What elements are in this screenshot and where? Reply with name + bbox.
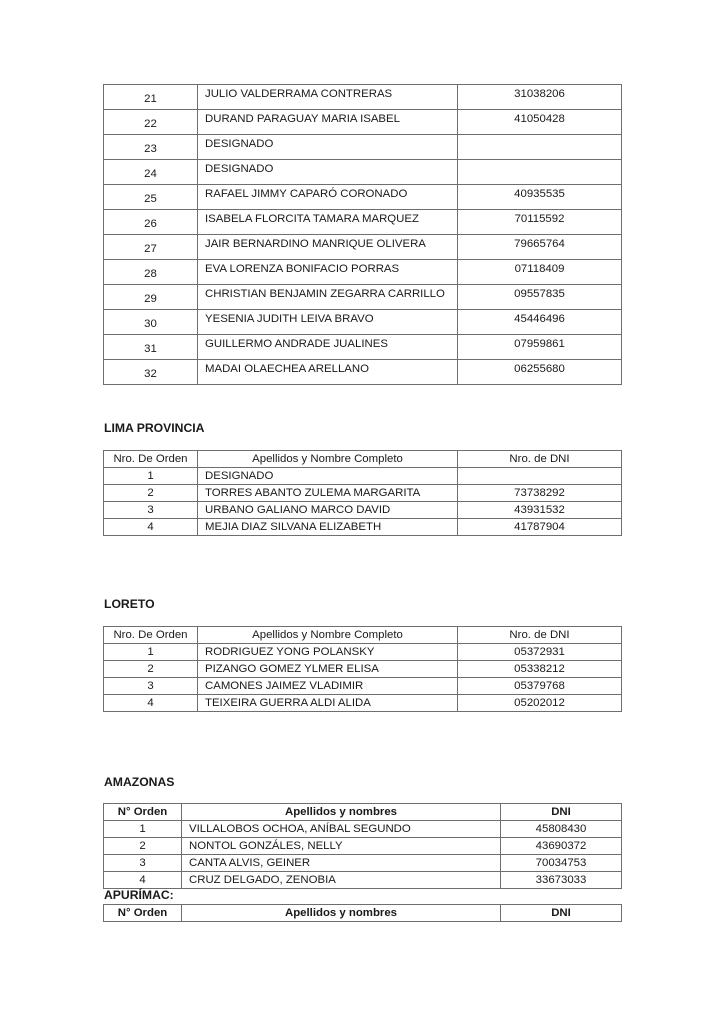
table-row [104,695,622,712]
order-number: 27 [104,235,198,260]
order-number: 26 [104,210,198,235]
order-number: 2 [104,838,182,855]
header-order-number: Nro. De Orden [104,627,198,644]
header-full-name: Apellidos y nombres [182,905,501,922]
full-name: ISABELA FLORCITA TAMARA MARQUEZ [198,210,458,235]
order-number: 28 [104,260,198,285]
table-header-row [104,627,622,644]
dni-value [458,135,622,160]
dni-value [458,160,622,185]
order-number: 1 [104,821,182,838]
dni-value: 45446496 [458,310,622,335]
order-number: 4 [104,519,198,536]
order-number: 31 [104,335,198,360]
order-number: 4 [104,872,182,889]
full-name: TEIXEIRA GUERRA ALDI ALIDA [198,695,458,712]
full-name: DURAND PARAGUAY MARIA ISABEL [198,110,458,135]
table-row [104,838,622,855]
table-header-row [104,905,622,922]
table-row [104,821,622,838]
dni-value: 73738292 [458,485,622,502]
table-row [104,310,622,335]
dni-value: 41787904 [458,519,622,536]
order-number: 23 [104,135,198,160]
dni-value: 70034753 [501,855,622,872]
table-row [104,360,622,385]
order-number: 30 [104,310,198,335]
dni-value: 05202012 [458,695,622,712]
full-name: MADAI OLAECHEA ARELLANO [198,360,458,385]
full-name: PIZANGO GOMEZ YLMER ELISA [198,661,458,678]
dni-value: 33673033 [501,872,622,889]
dni-value: 05372931 [458,644,622,661]
dni-value: 43931532 [458,502,622,519]
header-dni: DNI [501,804,622,821]
table-row [104,260,622,285]
order-number: 1 [104,644,198,661]
table-row [104,644,622,661]
full-name: RODRIGUEZ YONG POLANSKY [198,644,458,661]
dni-value: 07118409 [458,260,622,285]
dni-value: 41050428 [458,110,622,135]
table-row [104,485,622,502]
full-name: CHRISTIAN BENJAMIN ZEGARRA CARRILLO [198,285,458,310]
order-number: 2 [104,661,198,678]
full-name: RAFAEL JIMMY CAPARÓ CORONADO [198,185,458,210]
table-row [104,160,622,185]
table-header-row [104,451,622,468]
full-name: DESIGNADO [198,135,458,160]
order-number: 3 [104,678,198,695]
dni-value: 06255680 [458,360,622,385]
table-row [104,872,622,889]
dni-value: 43690372 [501,838,622,855]
full-name: NONTOL GONZÁLES, NELLY [182,838,501,855]
order-number: 21 [104,85,198,110]
full-name: YESENIA JUDITH LEIVA BRAVO [198,310,458,335]
continuation-table [103,84,622,385]
dni-value: 45808430 [501,821,622,838]
dni-value: 05338212 [458,661,622,678]
order-number: 4 [104,695,198,712]
dni-value: 70115592 [458,210,622,235]
table-row [104,135,622,160]
section-heading-apurimac: APURÍMAC: [104,888,174,902]
header-full-name: Apellidos y Nombre Completo [198,627,458,644]
order-number: 1 [104,468,198,485]
full-name: JULIO VALDERRAMA CONTRERAS [198,85,458,110]
header-order-number: N° Orden [104,804,182,821]
dni-value: 07959861 [458,335,622,360]
table-row [104,519,622,536]
full-name: GUILLERMO ANDRADE JUALINES [198,335,458,360]
dni-value [458,468,622,485]
header-order-number: Nro. De Orden [104,451,198,468]
header-dni: Nro. de DNI [458,627,622,644]
order-number: 3 [104,855,182,872]
order-number: 24 [104,160,198,185]
table-row [104,235,622,260]
full-name: DESIGNADO [198,160,458,185]
header-full-name: Apellidos y nombres [182,804,501,821]
dni-value: 09557835 [458,285,622,310]
table-row [104,210,622,235]
header-order-number: N° Orden [104,905,182,922]
header-dni: Nro. de DNI [458,451,622,468]
full-name: MEJIA DIAZ SILVANA ELIZABETH [198,519,458,536]
loreto-table [103,626,622,712]
order-number: 2 [104,485,198,502]
order-number: 25 [104,185,198,210]
table-row [104,855,622,872]
full-name: CRUZ DELGADO, ZENOBIA [182,872,501,889]
table-row [104,285,622,310]
order-number: 3 [104,502,198,519]
full-name: DESIGNADO [198,468,458,485]
order-number: 22 [104,110,198,135]
order-number: 32 [104,360,198,385]
full-name: TORRES ABANTO ZULEMA MARGARITA [198,485,458,502]
full-name: CAMONES JAIMEZ VLADIMIR [198,678,458,695]
full-name: EVA LORENZA BONIFACIO PORRAS [198,260,458,285]
section-heading-loreto: LORETO [104,597,155,611]
apurimac-table [103,904,622,922]
dni-value: 40935535 [458,185,622,210]
dni-value: 31038206 [458,85,622,110]
amazonas-table [103,803,622,889]
full-name: JAIR BERNARDINO MANRIQUE OLIVERA [198,235,458,260]
header-dni: DNI [501,905,622,922]
table-row [104,335,622,360]
table-row [104,110,622,135]
header-full-name: Apellidos y Nombre Completo [198,451,458,468]
table-row [104,661,622,678]
table-row [104,468,622,485]
table-row [104,502,622,519]
table-header-row [104,804,622,821]
table-row [104,185,622,210]
lima-provincia-table [103,450,622,536]
full-name: VILLALOBOS OCHOA, ANÍBAL SEGUNDO [182,821,501,838]
dni-value: 79665764 [458,235,622,260]
section-heading-lima-provincia: LIMA PROVINCIA [104,421,205,435]
table-row [104,678,622,695]
table-row [104,85,622,110]
section-heading-amazonas: AMAZONAS [104,775,175,789]
dni-value: 05379768 [458,678,622,695]
full-name: CANTA ALVIS, GEINER [182,855,501,872]
order-number: 29 [104,285,198,310]
full-name: URBANO GALIANO MARCO DAVID [198,502,458,519]
